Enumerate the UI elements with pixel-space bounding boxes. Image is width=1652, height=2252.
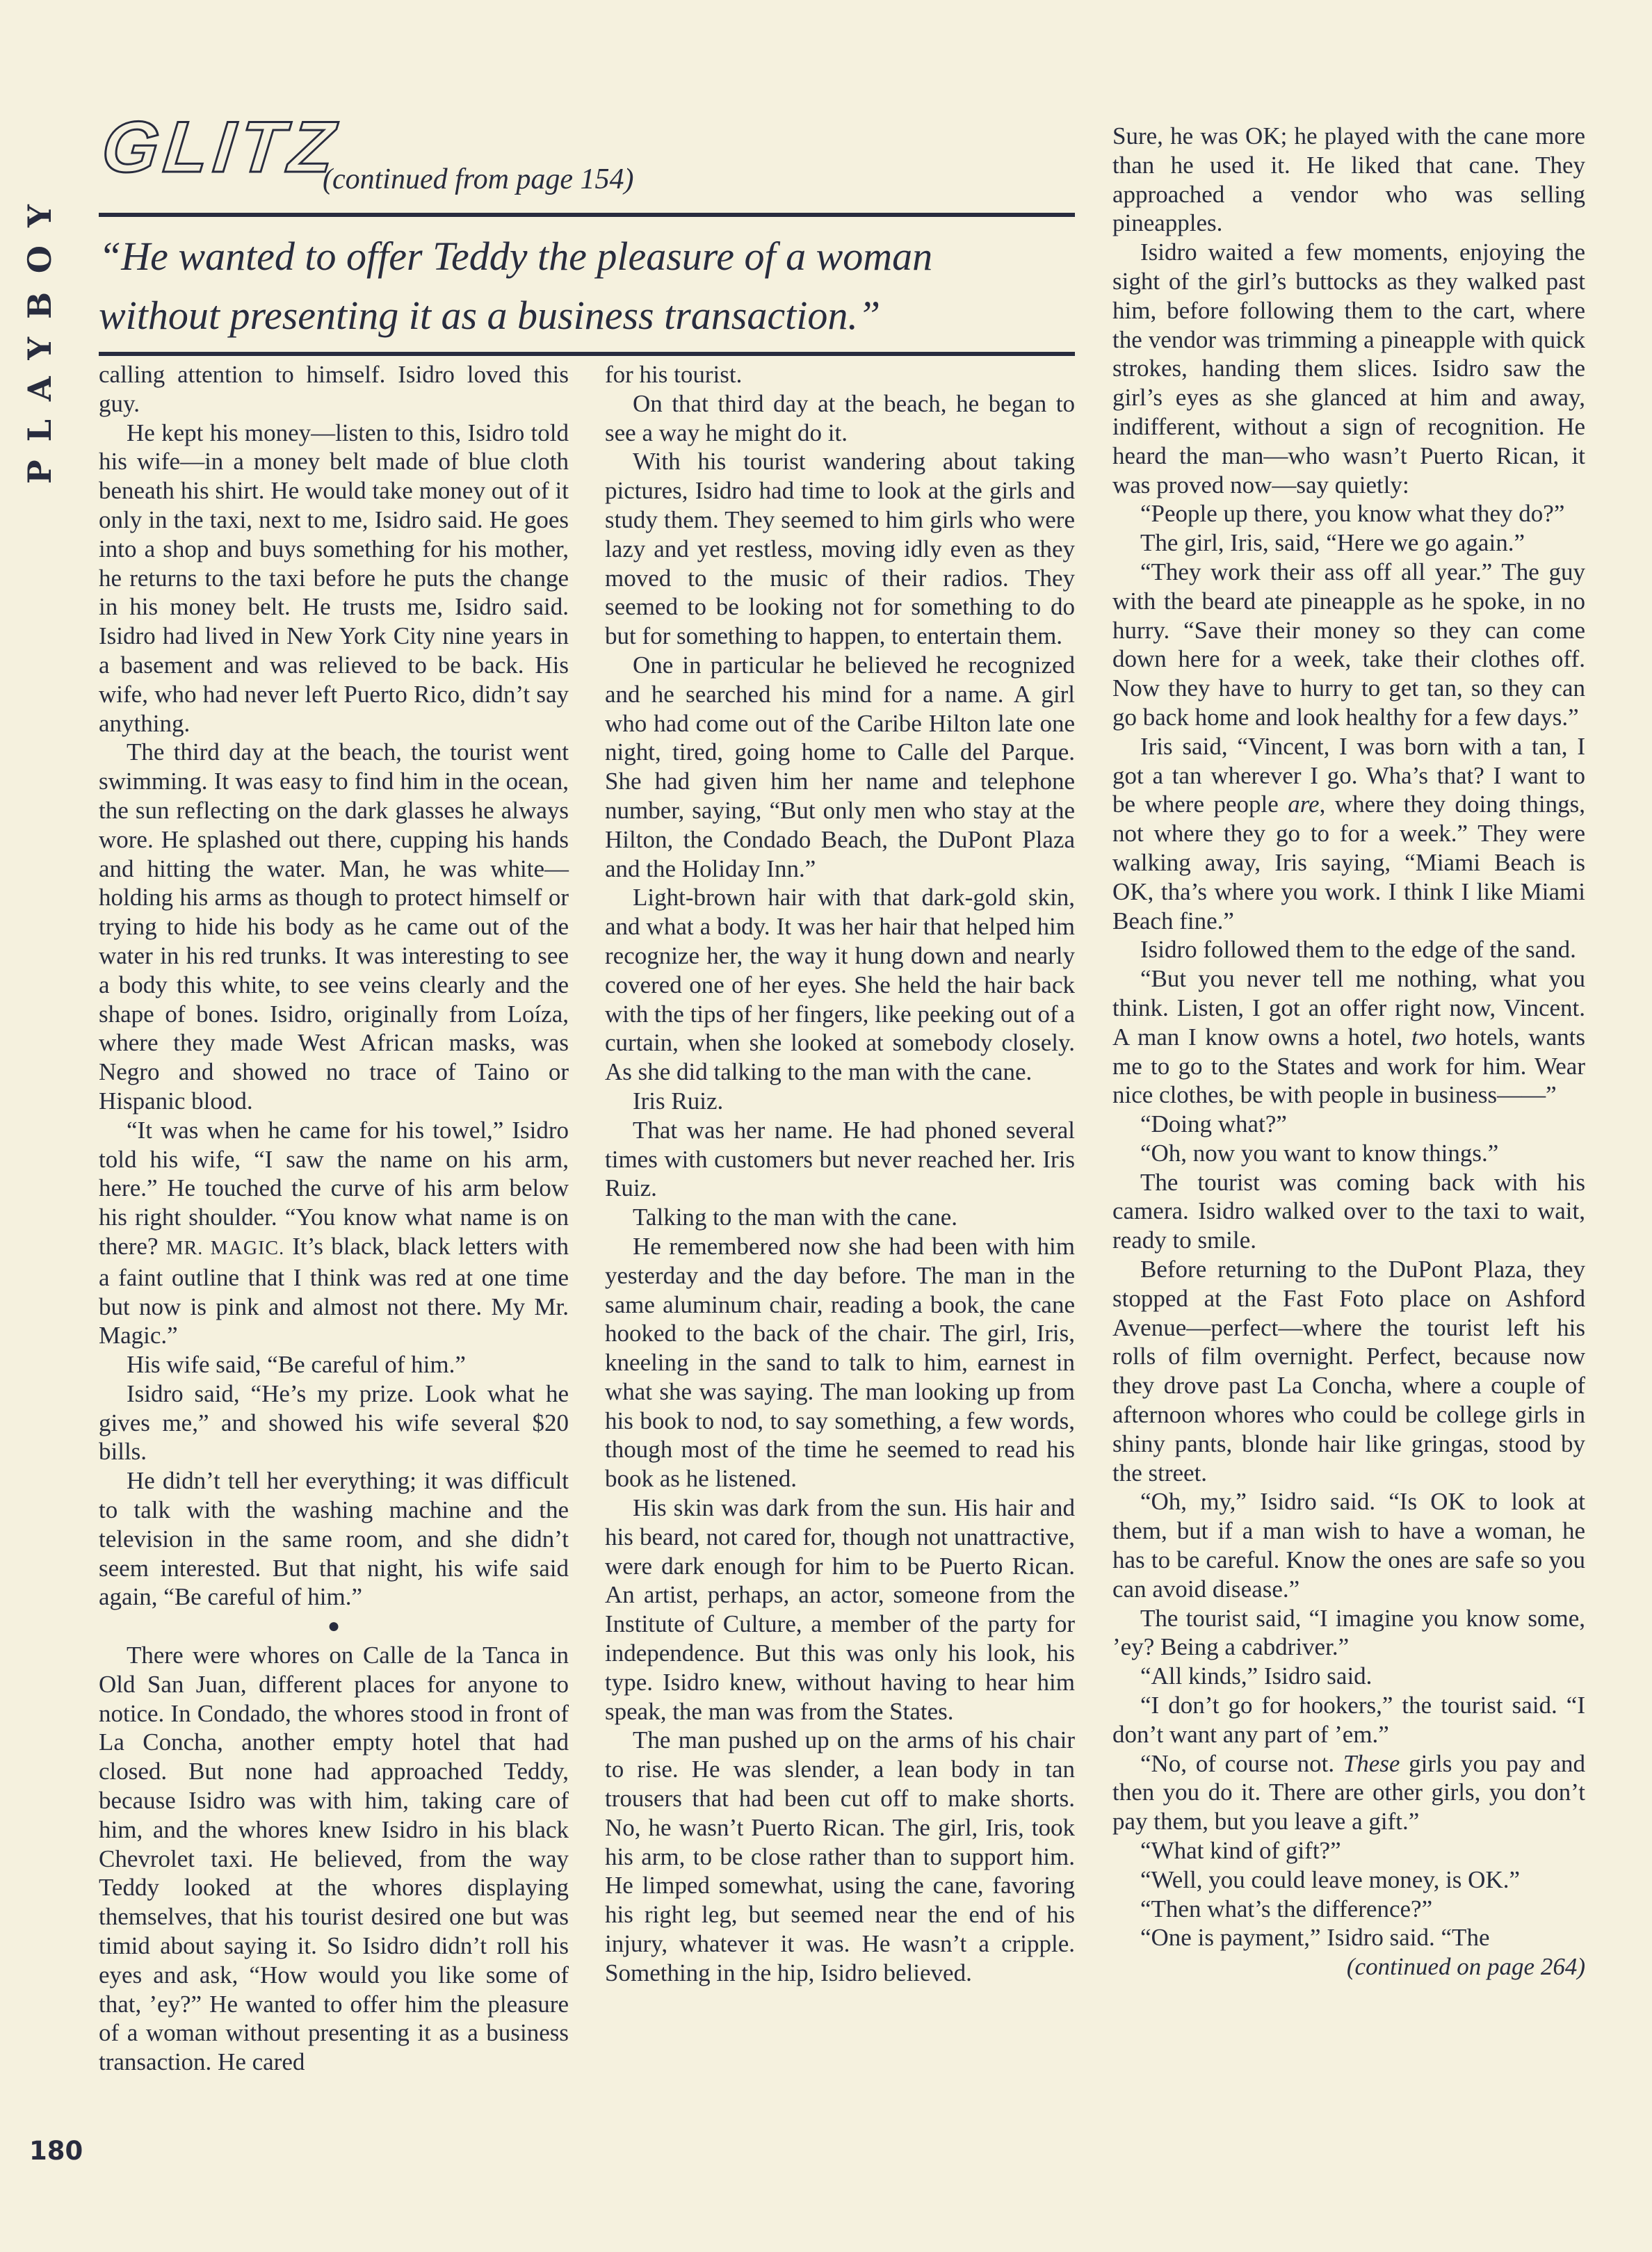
bullet-separator: ● bbox=[327, 1614, 341, 1638]
pull-quote-line: “He wanted to offer Teddy the pleasure of a woman bbox=[99, 234, 933, 279]
paragraph: One in particular he believed he recognized and he searched his mind for a name. A girl who had come out of the Caribe Hilton late one night, tired, going home to Calle del Parque. She had given him her name and telephone number, saying, “But only men who stay at the Hilton, the Condado Beach, the DuPont Plaza and the Holiday Inn.” bbox=[605, 651, 1075, 882]
paragraph: “Oh, now you want to know things.” bbox=[1140, 1139, 1499, 1167]
paragraph: With his tourist wandering about taking pictures, Isidro had time to look at the girls and study them. They seemed to him girls who were lazy and yet restless, moving idly even as they moved to the music of their radios. They seemed to be looking not for something to do but for something to happen, to entertain them. bbox=[605, 448, 1075, 650]
paragraph: That was her name. He had phoned several times with customers but never reached her. Iris Ruiz. bbox=[605, 1116, 1075, 1202]
text-column-3 bbox=[1112, 122, 1585, 1982]
paragraph: “It was when he came for his towel,” Isidro told his wife, “I saw the name on his arm, here.” He touched the curve of his arm below his right shoulder. “You know what name is on there? MR. MAGIC. It’s black, black letters with a faint outline that I think was red at one time but now is pink and almost not there. My Mr. Magic.” bbox=[99, 1116, 569, 1350]
paragraph: The girl, Iris, said, “Here we go again.” bbox=[1140, 529, 1525, 557]
paragraph: “I don’t go for hookers,” the tourist said. “I don’t want any part of ’em.” bbox=[1112, 1692, 1585, 1748]
paragraph: “Well, you could leave money, is OK.” bbox=[1140, 1865, 1521, 1893]
paragraph: “Oh, my,” Isidro said. “Is OK to look at them, but if a man wish to have a woman, he has to be careful. Know the ones are safe so you can avoid disease.” bbox=[1112, 1488, 1585, 1603]
paragraph: calling attention to himself. Isidro loved this guy. bbox=[99, 361, 569, 417]
magazine-spine-label: PLAYBOY bbox=[21, 186, 58, 484]
paragraph: “They work their ass off all year.” The guy with the beard ate pineapple as he spoke, in no hurry. “Save their money so they can come down here for a week, take their clothes off. Now they have to hurry to get tan, so they can go back home and look healthy for a few days.” bbox=[1112, 558, 1585, 731]
paragraph: Light-brown hair with that dark-gold skin, and what a body. It was her hair that helped him recognize her, the way it hung down and nearly covered one of her eyes. She held the hair back with the tips of her fingers, like peeking out of a curtain, when she looked at somebody closely. As she did talking to the man with the cane. bbox=[605, 884, 1075, 1086]
paragraph: Iris Ruiz. bbox=[633, 1087, 724, 1115]
paragraph: Isidro waited a few moments, enjoying the sight of the girl’s buttocks as they walked past him, before following them to the cart, where the vendor was trimming a pineapple with quick strokes, handing them slices. Isidro saw the girl’s eyes as she glanced at him and away, indifferent, without a sign of recognition. He heard the man—who wasn’t Puerto Rican, it was proved now—say quietly: bbox=[1112, 238, 1585, 499]
article-header bbox=[98, 107, 1075, 356]
paragraph: (continued on page 264) bbox=[1346, 1953, 1585, 1981]
paragraph: His skin was dark from the sun. His hair and his beard, not cared for, though not unattractive, were dark enough for him to be Puerto Rican. An artist, perhaps, an actor, someone from the Institute of Culture, a member of the party for independence. But this was only his look, his type. Isidro knew, without having to hear him speak, the man was from the States. bbox=[605, 1494, 1075, 1725]
continued-from-note: (continued from page 154) bbox=[323, 163, 634, 195]
paragraph: He kept his money—listen to this, Isidro told his wife—in a money belt made of blue cloth beneath his shirt. He would take money out of it only in the taxi, next to me, Isidro said. He goes into a shop and buys something for his mother, he returns to the taxi before he puts the change in his money belt. He trusts me, Isidro said. Isidro had lived in New York City nine years in a basement and was relieved to be back. His wife, who had never left Puerto Rico, didn’t say anything. bbox=[99, 419, 569, 737]
paragraph: “No, of course not. These girls you pay and then you do it. There are other girls, you don’t pay them, but you leave a gift.” bbox=[1112, 1749, 1585, 1836]
paragraph: Isidro followed them to the edge of the sand. bbox=[1140, 936, 1576, 964]
logo-row bbox=[98, 107, 1075, 200]
pull-quote-line: without presenting it as a business transaction.” bbox=[99, 293, 881, 338]
paragraph: Isidro said, “He’s my prize. Look what he gives me,” and showed his wife several $20 bills. bbox=[99, 1379, 569, 1466]
paragraph: Before returning to the DuPont Plaza, they stopped at the Fast Foto place on Ashford Avenue—perfect—where the tourist left his rolls of film overnight. Perfect, because now they drove past La Concha, where a couple of afternoon whores who could be college girls in shiny pants, blonde hair like gringas, stood by the street. bbox=[1112, 1256, 1585, 1487]
paragraph: The tourist said, “I imagine you know some, ’ey? Being a cabdriver.” bbox=[1112, 1604, 1585, 1661]
header-rule-bottom bbox=[99, 352, 1075, 356]
paragraph: “One is payment,” Isidro said. “The bbox=[1140, 1924, 1490, 1952]
paragraph: for his tourist. bbox=[605, 361, 743, 388]
paragraph: On that third day at the beach, he began to see a way he might do it. bbox=[605, 389, 1075, 446]
paragraph: The tourist was coming back with his camera. Isidro walked over to the taxi to wait, ready to smile. bbox=[1112, 1168, 1585, 1254]
paragraph: “All kinds,” Isidro said. bbox=[1140, 1662, 1372, 1690]
paragraph: His wife said, “Be careful of him.” bbox=[127, 1351, 466, 1379]
paragraph: “Doing what?” bbox=[1140, 1110, 1287, 1138]
text-column-1 bbox=[99, 360, 569, 2077]
paragraph: Talking to the man with the cane. bbox=[633, 1204, 957, 1231]
paragraph: He remembered now she had been with him yesterday and the day before. The man in the same aluminum chair, reading a book, the cane hooked to the back of the chair. The girl, Iris, kneeling in the sand to talk to him, earnest in what she was saying. The man looking up from his book to nod, to say something, a few words, though most of the time he seemed to read his book as he listened. bbox=[605, 1232, 1075, 1493]
paragraph: The man pushed up on the arms of his chair to rise. He was slender, a lean body in tan trousers that had been cut off to make shorts. No, he wasn’t Puerto Rican. The girl, Iris, took his arm, to be close rather than to support him. He limped somewhat, using the cane, favoring his right leg, but seemed near the end of his injury, whatever it was. He wasn’t a cripple. Something in the hip, Isidro believed. bbox=[605, 1726, 1075, 1986]
paragraph: The third day at the beach, the tourist went swimming. It was easy to find him in the ocean, the sun reflecting on the dark glasses he always wore. He splashed out there, cupping his hands and hitting the water. Man, he was white—holding his arms as though to protect himself or trying to hide his body as he came out of the water in his red trunks. It was interesting to see a body this white, to see veins clearly and the shape of bones. Isidro, originally from Loíza, where they made West African masks, was Negro and showed no trace of Taino or Hispanic blood. bbox=[99, 738, 569, 1115]
paragraph: “People up there, you know what they do?” bbox=[1140, 500, 1565, 528]
paragraph: “But you never tell me nothing, what you think. Listen, I got an offer right now, Vincent. A man I know owns a hotel, two hotels, wants me to go to the States and work for him. Wear nice clothes, be with people in business——” bbox=[1112, 965, 1585, 1109]
article-title-logo: GLITZ bbox=[98, 107, 343, 188]
pull-quote bbox=[99, 217, 1075, 352]
paragraph: Sure, he was OK; he played with the cane more than he used it. He liked that cane. They approached a vendor who was selling pineapples. bbox=[1112, 122, 1585, 237]
page-number: 180 bbox=[29, 2136, 83, 2166]
paragraph: “What kind of gift?” bbox=[1140, 1837, 1341, 1865]
paragraph: He didn’t tell her everything; it was difficult to talk with the washing machine and the television in the same room, and she didn’t seem interested. But that night, his wife said again, “Be careful of him.” bbox=[99, 1467, 569, 1611]
paragraph: Iris said, “Vincent, I was born with a tan, I got a tan wherever I go. Wha’s that? I want to be where people are, where they doing things, not where they go to for a week.” They were walking away, Iris saying, “Miami Beach is OK, tha’s where you work. I think I like Miami Beach fine.” bbox=[1112, 732, 1585, 934]
paragraph: There were whores on Calle de la Tanca in Old San Juan, different places for anyone to notice. In Condado, the whores stood in front of La Concha, another empty hotel that had closed. But none had approached Teddy, because Isidro was with him, taking care of him, and the whores knew Isidro in his black Chevrolet taxi. He believed, from the way Teddy looked at the whores displaying themselves, that his tourist desired one but was timid about saying it. So Isidro didn’t roll his eyes and ask, “How would you like some of that, ’ey?” He wanted to offer him the pleasure of a woman without presenting it as a business transaction. He cared bbox=[99, 1642, 569, 2076]
text-column-2 bbox=[605, 360, 1075, 1988]
paragraph: “Then what’s the difference?” bbox=[1140, 1895, 1433, 1922]
